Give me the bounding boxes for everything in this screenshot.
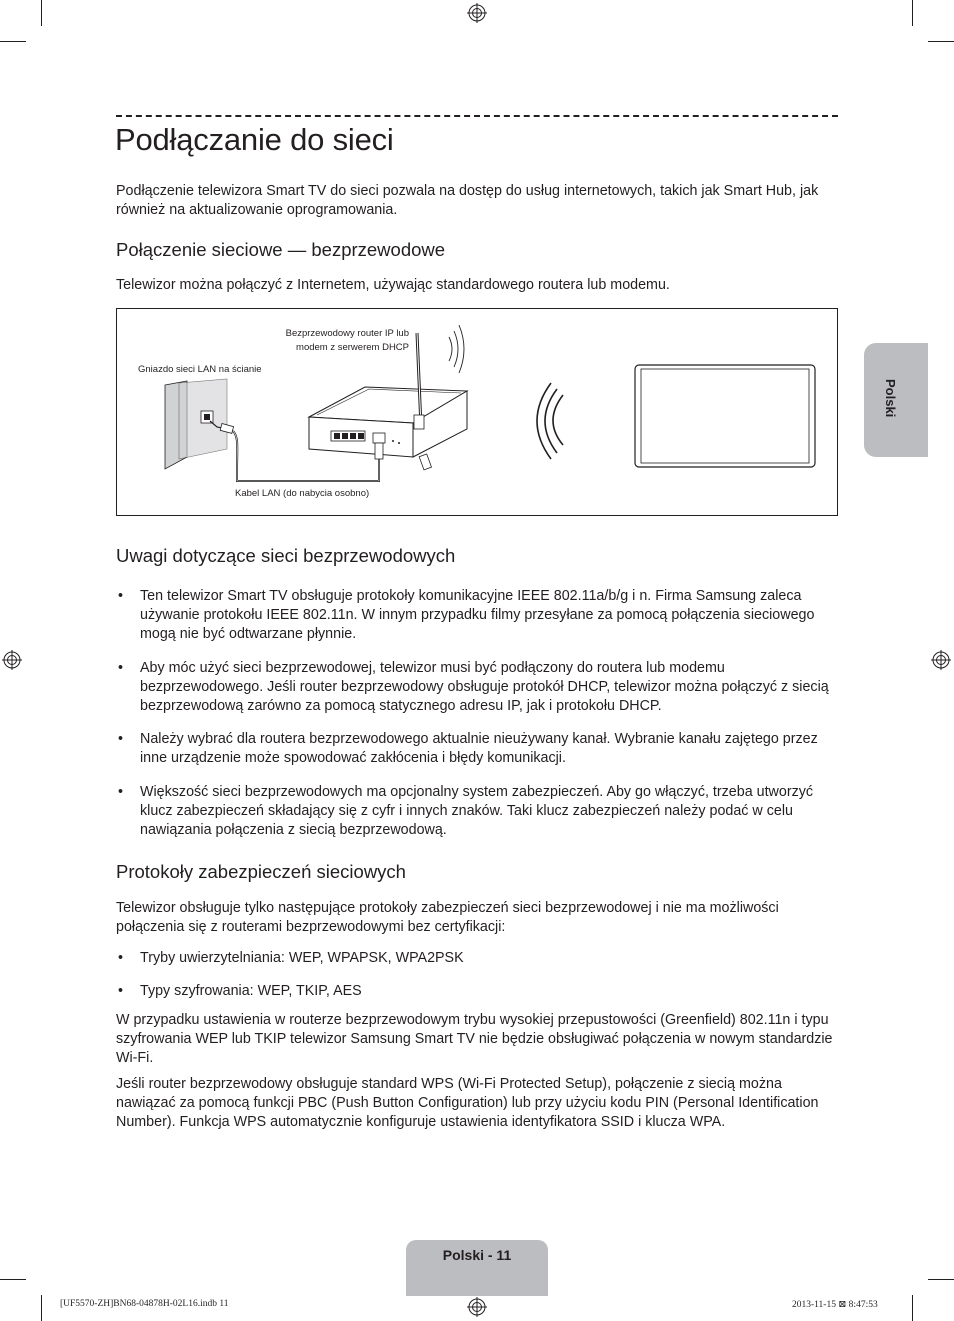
language-side-tab-label: Polski [883, 379, 898, 418]
page-title: Podłączanie do sieci [115, 122, 394, 157]
network-diagram [116, 308, 838, 516]
crop-mark [912, 0, 913, 26]
crop-mark [0, 41, 26, 42]
tv-icon [635, 365, 815, 467]
bullet-icon: • [118, 660, 124, 676]
crop-mark [928, 41, 954, 42]
bullet-icon: • [118, 588, 124, 604]
lan-cable-label: Kabel LAN (do nabycia osobno) [235, 488, 370, 499]
list-item [116, 659, 838, 716]
registration-mark-icon [931, 650, 951, 670]
print-date-info: 2013-11-15 ⊠ 8:47:53 [792, 1300, 878, 1310]
crop-mark [928, 1279, 954, 1280]
diagram-illustration [117, 309, 837, 515]
wall-socket-label: Gniazdo sieci LAN na ścianie [138, 364, 262, 375]
list-item [116, 949, 838, 968]
list-item [116, 783, 838, 840]
title-divider [116, 115, 838, 117]
wps-paragraph: Jeśli router bezprzewodowy obsługuje standard WPS (Wi-Fi Protected Setup), połączenie z siecią można nawiązać za pomocą funkcji PBC (Push Button Configuration) lub przy użyciu kodu PIN (Personal Identification Number). Funkcja WPS automatycznie konfiguruje ustawienia identyfikatora SSID i klucza WPA. [116, 1076, 819, 1130]
bullet-icon: • [118, 784, 124, 800]
intro-paragraph: Podłączenie telewizora Smart TV do sieci pozwala na dostęp do usług internetowych, takich jak Smart Hub, jak również na aktualizowanie oprogramowania. [116, 183, 819, 218]
crop-mark [0, 1279, 26, 1280]
wireless-heading: Połączenie sieciowe — bezprzewodowe [116, 239, 446, 260]
list-item [116, 982, 838, 1001]
wireless-paragraph: Telewizor można połączyć z Internetem, używając standardowego routera lub modemu. [116, 277, 670, 293]
list-item-text: Należy wybrać dla routera bezprzewodowego aktualnie nieużywany kanał. Wybranie kanału zajętego przez inne urządzenie może spowodować zakłócenia i błędy komunikacji. [140, 731, 818, 766]
tv-wifi-waves-icon [537, 383, 563, 459]
list-item-text: Aby móc użyć sieci bezprzewodowej, telewizor musi być podłączony do routera lub modemu bezprzewodowego. Jeśli router bezprzewodowy obsługuje protokół DHCP, telewizor można połączyć z siecią bezprzewodową zarówno za pomocą statycznego adresu IP, jak i protokołu DHCP. [140, 660, 829, 714]
bullet-icon: • [118, 950, 124, 966]
language-side-tab [864, 343, 928, 457]
bullet-icon: • [118, 983, 124, 999]
router-wifi-waves-icon [449, 325, 464, 373]
router-label-line-2: modem z serwerem DHCP [296, 342, 409, 353]
list-item-text: Większość sieci bezprzewodowych ma opcjonalny system zabezpieczeń. Aby go włączyć, trzeba utworzyć klucz zabezpieczeń składający się z cyfr i innych znaków. Taki klucz zabezpieczeń należy podać w celu nawiązania połączenia z siecią bezprzewodową. [140, 784, 814, 838]
security-intro: Telewizor obsługuje tylko następujące protokoły zabezpieczeń sieci bezprzewodowej i nie ma możliwości połączenia się z routerami bezprzewodowymi bez certyfikacji: [116, 900, 779, 935]
bullet-icon: • [118, 731, 124, 747]
list-item-text: Tryby uwierzytelniania: WEP, WPAPSK, WPA2PSK [140, 950, 464, 966]
notes-heading: Uwagi dotyczące sieci bezprzewodowych [116, 545, 456, 566]
greenfield-paragraph: W przypadku ustawienia w routerze bezprzewodowym trybu wysokiej przepustowości (Greenfield) 802.11n i typu szyfrowania WEP lub TKIP telewizor Samsung Smart TV nie będzie obsługiwać połączenia w nowym standardzie Wi-Fi. [116, 1012, 833, 1066]
crop-mark [41, 1295, 42, 1321]
registration-mark-icon [467, 3, 487, 23]
crop-mark [41, 0, 42, 26]
list-item-text: Typy szyfrowania: WEP, TKIP, AES [140, 983, 362, 999]
list-item [116, 730, 838, 768]
print-file-info: [UF5570-ZH]BN68-04878H-02L16.indb 11 [60, 1299, 229, 1309]
router-icon [309, 333, 467, 470]
security-heading: Protokoły zabezpieczeń sieciowych [116, 861, 406, 882]
registration-mark-icon [2, 650, 22, 670]
list-item-text: Ten telewizor Smart TV obsługuje protokoły komunikacyjne IEEE 802.11a/b/g i n. Firma Samsung zaleca używanie protokołu IEEE 802.11n. W innym przypadku filmy przesyłane za pomocą połączenia sieciowego mogą nie być odtwarzane płynnie. [140, 588, 815, 642]
registration-mark-icon [467, 1297, 487, 1317]
crop-mark [912, 1295, 913, 1321]
list-item [116, 587, 838, 644]
page-number: Polski - 11 [442, 1247, 512, 1263]
page-number-tab [406, 1240, 548, 1296]
router-label-line-1: Bezprzewodowy router IP lub [285, 328, 409, 339]
wall-socket-icon [165, 379, 234, 469]
